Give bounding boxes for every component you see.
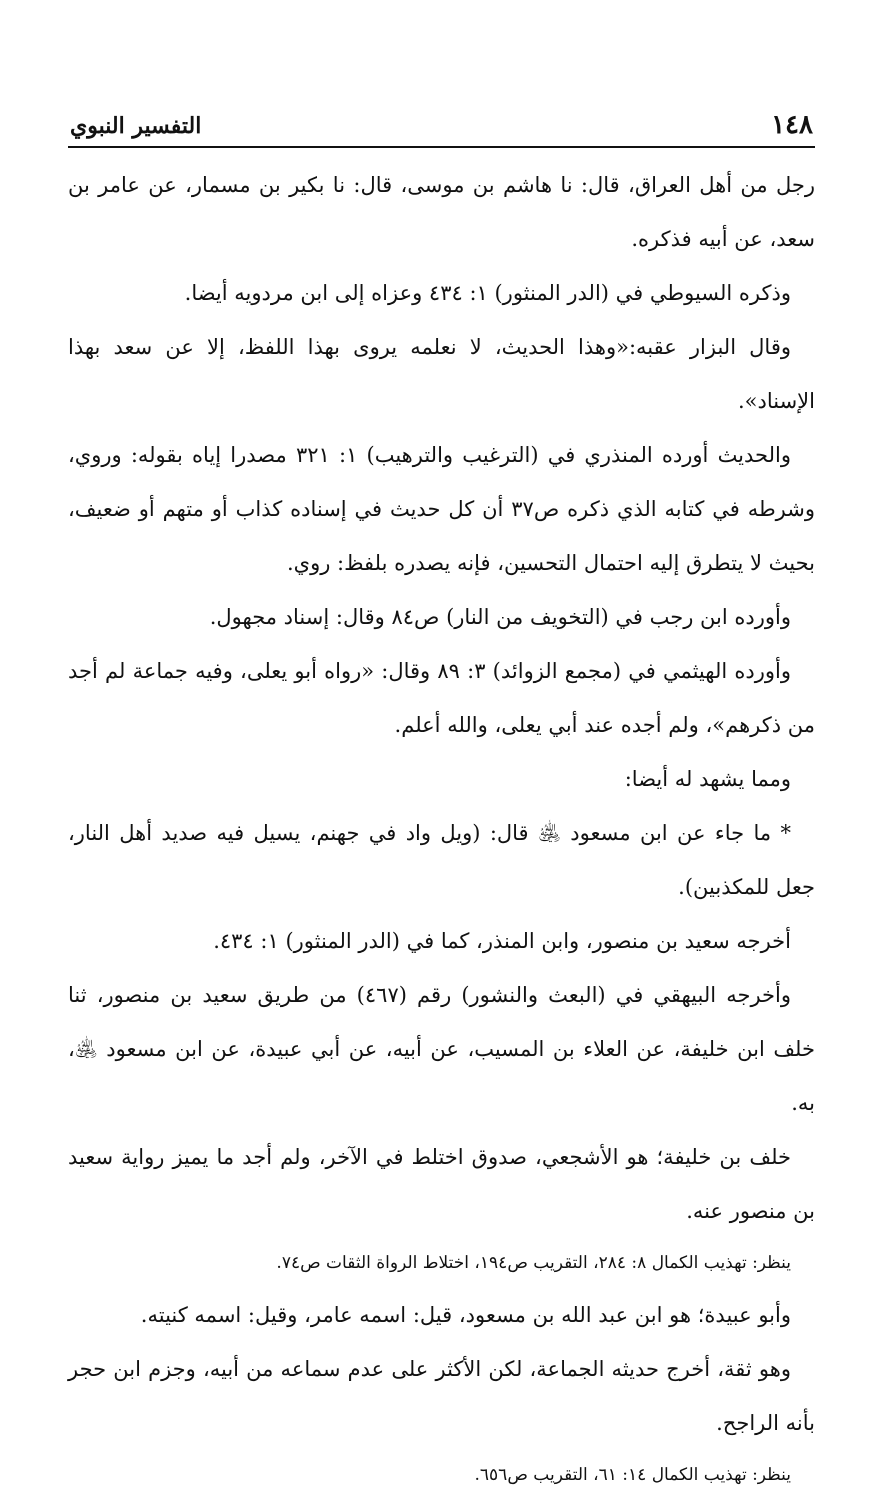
- paragraph: وأورده ابن رجب في (التخويف من النار) ص٨٤ وقال: إسناد مجهول.: [209, 605, 791, 629]
- paragraph: أخرجه سعيد بن منصور، وابن المنذر، كما في (الدر المنثور) ١: ٤٣٤.: [213, 929, 791, 953]
- page-number: ١٤٨: [771, 110, 813, 140]
- paragraph: خلف بن خليفة؛ هو الأشجعي، صدوق اختلط في الآخر، ولم أجد ما يميز رواية سعيد بن منصور عنه.: [68, 1145, 815, 1223]
- page-body: [68, 158, 815, 1500]
- paragraph: وقال البزار عقبه:«وهذا الحديث، لا نعلمه يروى بهذا اللفظ، إلا عن سعد بهذا الإسناد».: [68, 335, 815, 413]
- paragraph: وذكره السيوطي في (الدر المنثور) ١: ٤٣٤ وعزاه إلى ابن مردويه أيضا.: [184, 281, 791, 305]
- reference-note: ينظر: تهذيب الكمال ١٤: ٦١، التقريب ص٦٥٦.: [474, 1465, 791, 1485]
- paragraph: وهو ثقة، أخرج حديثه الجماعة، لكن الأكثر على عدم سماعه من أبيه، وجزم ابن حجر بأنه الراجح.: [68, 1357, 815, 1435]
- paragraph: والحديث أورده المنذري في (الترغيب والترهيب) ١: ٣٢١ مصدرا إياه بقوله: وروي، وشرطه في كتابه الذي ذكره ص٣٧ أن كل حديث في إسناده كذاب أو متهم أو ضعيف، بحيث لا يتطرق إليه احتمال التحسين، فإنه يصدره بلفظ: روي.: [68, 443, 815, 575]
- paragraph: رجل من أهل العراق، قال: نا هاشم بن موسى، قال: نا بكير بن مسمار، عن عامر بن سعد، عن أبيه فذكره.: [68, 173, 815, 251]
- reference-note: ينظر: تهذيب الكمال ٨: ٢٨٤، التقريب ص١٩٤، اختلاط الرواة الثقات ص٧٤.: [276, 1253, 791, 1273]
- page-header: [68, 108, 815, 148]
- paragraph: وأورده الهيثمي في (مجمع الزوائد) ٣: ٨٩ وقال: «رواه أبو يعلى، وفيه جماعة لم أجد من ذكرهم»، ولم أجده عند أبي يعلى، والله أعلم.: [68, 659, 815, 737]
- book-page: [68, 108, 815, 1500]
- paragraph: * ما جاء عن ابن مسعود ﵁ قال: (ويل واد في جهنم، يسيل فيه صديد أهل النار، جعل للمكذبين).: [68, 821, 815, 899]
- paragraph: وأبو عبيدة؛ هو ابن عبد الله بن مسعود، قيل: اسمه عامر، وقيل: اسمه كنيته.: [140, 1303, 791, 1327]
- running-title: التفسير النبوي: [70, 113, 202, 139]
- paragraph: وأخرجه البيهقي في (البعث والنشور) رقم (٤٦٧) من طريق سعيد بن منصور، ثنا خلف ابن خليفة، عن العلاء بن المسيب، عن أبيه، عن أبي عبيدة، عن ابن مسعود ﵁، به.: [68, 983, 815, 1115]
- paragraph: ومما يشهد له أيضا:: [624, 767, 791, 791]
